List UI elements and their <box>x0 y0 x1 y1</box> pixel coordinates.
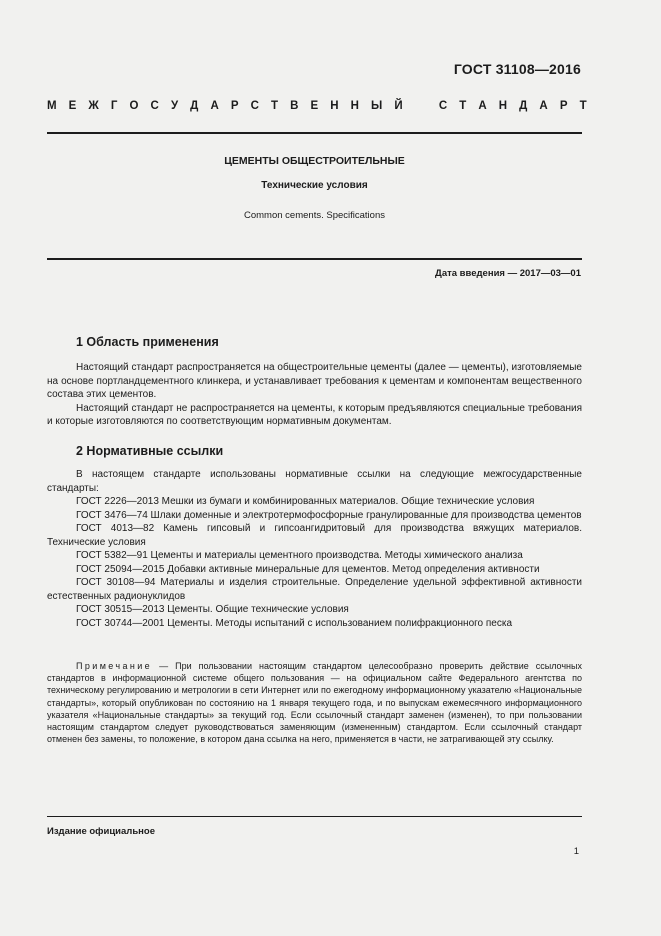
section-2-body <box>47 468 582 630</box>
reference-item: ГОСТ 25094—2015 Добавки активные минеральные для цементов. Метод определения активности <box>76 563 540 575</box>
reference-item: ГОСТ 2226—2013 Мешки из бумаги и комбинированных материалов. Общие технические условия <box>76 496 535 507</box>
reference-item: ГОСТ 3476—74 Шлаки доменные и электротермофосфорные гранулированные для производства цементов <box>76 509 582 521</box>
section-2-heading: 2 Нормативные ссылки <box>76 444 224 458</box>
official-edition-label: Издание официальное <box>47 826 155 837</box>
document-subtitle: Технические условия <box>261 180 368 191</box>
banner-letter: С <box>250 100 259 112</box>
reference-item: ГОСТ 30108—94 Материалы и изделия строительные. Определение удельной эффективной активности естественных радионуклидов <box>47 577 582 602</box>
document-title: ЦЕМЕНТЫ ОБЩЕСТРОИТЕЛЬНЫЕ <box>224 155 405 167</box>
banner-letter: Е <box>68 100 77 112</box>
banner-letter: Т <box>459 100 467 112</box>
banner-letter: М <box>47 100 57 112</box>
interstate-standard-banner <box>47 100 587 112</box>
banner-letter: Д <box>190 100 199 112</box>
reference-item: ГОСТ 4013—82 Камень гипсовый и гипсоангидритовый для производства вяжущих материалов. Технические условия <box>47 523 582 548</box>
reference-item: ГОСТ 30515—2013 Цементы. Общие технические условия <box>76 604 349 615</box>
banner-letter: А <box>539 100 548 112</box>
reference-item: ГОСТ 30744—2001 Цементы. Методы испытаний с использованием полифракционного песка <box>76 617 513 629</box>
banner-letter: Р <box>559 100 568 112</box>
note-label: Примечание <box>76 661 153 671</box>
english-title: Common cements. Specifications <box>244 210 385 221</box>
banner-letter: А <box>478 100 487 112</box>
banner-letter: О <box>129 100 139 112</box>
paragraph: Настоящий стандарт не распространяется на цементы, к которым предъявляются специальные требования и которые изготовляются по соответствующим нормативным документам. <box>47 402 582 427</box>
banner-letter: Н <box>498 100 508 112</box>
document-code: ГОСТ 31108—2016 <box>453 61 581 77</box>
introduction-date: Дата введения — 2017—03—01 <box>435 268 581 279</box>
paragraph: Настоящий стандарт распространяется на общестроительные цементы (далее — цементы), изготовляемые на основе портландцементного клинкера, и устанавливает требования к цементам и компонентам вещественного состава этих цементов. <box>47 362 582 400</box>
title-divider <box>47 258 582 260</box>
banner-letter: Д <box>519 100 528 112</box>
top-divider <box>47 132 582 134</box>
banner-letter: С <box>150 100 159 112</box>
section-1-heading: 1 Область применения <box>76 335 219 349</box>
section-1-body <box>47 361 582 429</box>
footer-divider <box>47 816 582 817</box>
banner-letter: Г <box>110 100 118 112</box>
note-block <box>47 660 582 745</box>
note-text: — При пользовании настоящим стандартом целесообразно проверить действие ссылочных стандартов в информационной системе общего пользования — на официальном сайте Федерального агентства по техническому регулированию и метрологии в сети Интернет или по ежегодному информационному указателю «Национальные стандарты», который опубликован по состоянию на 1 января текущего года, и по выпускам ежемесячного информационного указателя «Национальные стандарты» за текущий год. Если ссылочный стандарт заменен (изменен), то при пользовании настоящим стандартом следует руководствоваться заменяющим (измененным) стандартом. Если ссылочный стандарт отменен без замены, то положение, в котором дана ссылка на него, применяется в части, не затрагивающей эту ссылку. <box>47 661 582 745</box>
banner-letter: Н <box>330 100 339 112</box>
banner-letter: А <box>210 100 219 112</box>
banner-letter: В <box>290 100 299 112</box>
banner-letter: Ж <box>88 100 99 112</box>
banner-letter: У <box>170 100 179 112</box>
banner-letter: Р <box>230 100 239 112</box>
banner-letter: Й <box>394 100 403 112</box>
reference-item: ГОСТ 5382—91 Цементы и материалы цементного производства. Методы химического анализа <box>76 550 523 561</box>
banner-letter: Т <box>579 100 587 112</box>
page-number: 1 <box>573 846 579 857</box>
banner-letter: С <box>438 100 448 112</box>
banner-letter: Ы <box>371 100 383 112</box>
banner-letter: Т <box>270 100 279 112</box>
paragraph: В настоящем стандарте использованы нормативные ссылки на следующие межгосударственные стандарты: <box>47 469 582 494</box>
banner-letter: Е <box>310 100 319 112</box>
banner-letter: Н <box>350 100 359 112</box>
